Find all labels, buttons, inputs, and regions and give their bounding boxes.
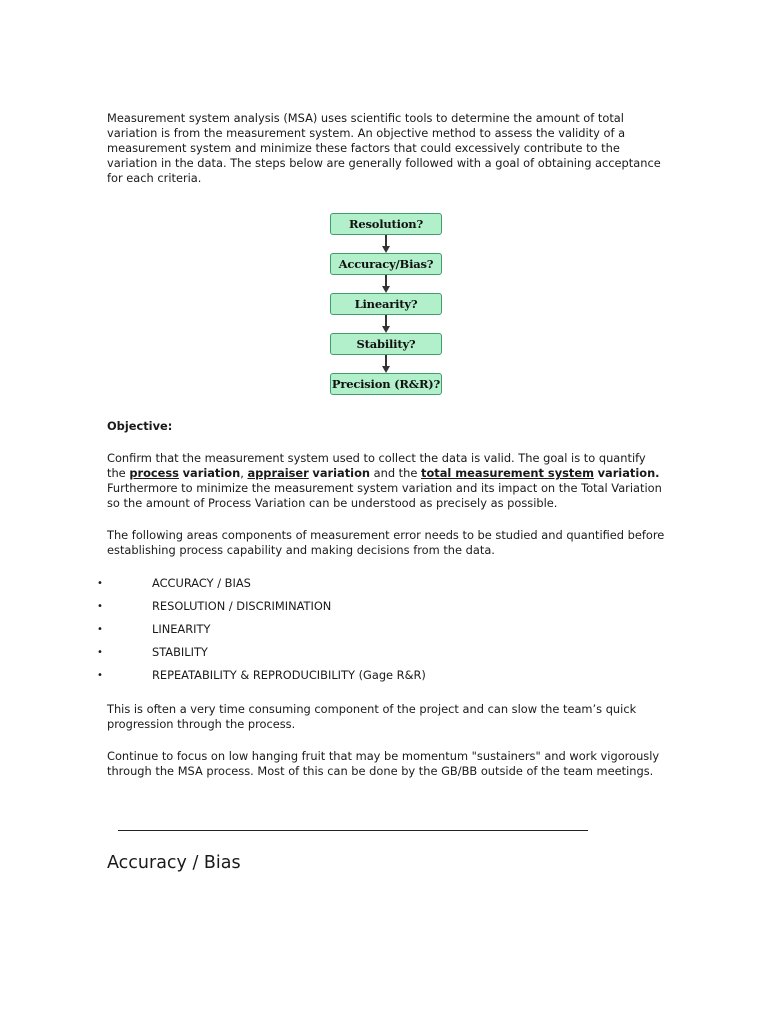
list-item-label: RESOLUTION / DISCRIMINATION bbox=[152, 599, 332, 613]
objective-text-part: Furthermore to minimize the measurement system variation and its impact on the Total Variation so the amount of Process Variation can be understood as precisely as possible. bbox=[107, 481, 662, 510]
section-heading: Accuracy / Bias bbox=[107, 853, 241, 873]
bullet-icon: • bbox=[97, 670, 103, 681]
flow-arrow-down-icon bbox=[330, 275, 442, 293]
objective-text-part: Confirm that the measurement system used to collect the data is valid. The goal is to quantify the bbox=[107, 451, 646, 480]
flow-step-resolution: Resolution? bbox=[330, 213, 442, 235]
bullet-icon: • bbox=[97, 624, 103, 635]
list-item-label: STABILITY bbox=[152, 645, 208, 659]
list-item bbox=[97, 576, 667, 599]
bullet-icon: • bbox=[97, 647, 103, 658]
term-process: process bbox=[129, 466, 179, 480]
flow-arrow-down-icon bbox=[330, 315, 442, 333]
document-body bbox=[97, 108, 667, 779]
objective-text-part: , bbox=[240, 466, 248, 480]
flow-step-accuracy-bias: Accuracy/Bias? bbox=[330, 253, 442, 275]
intro-paragraph: Measurement system analysis (MSA) uses scientific tools to determine the amount of total variation is from the measurement system. An objective method to assess the validity of a measurement system and minimize these factors that could excessively contribute to the variation in the data. The steps below are generally followed with a goal of obtaining acceptance for each criteria. bbox=[107, 111, 661, 185]
areas-paragraph: The following areas components of measurement error needs to be studied and quantified before establishing process capability and making decisions from the data. bbox=[107, 528, 665, 557]
term-variation: variation. bbox=[597, 466, 660, 480]
term-total-measurement-system: total measurement system bbox=[421, 466, 594, 480]
flow-step-stability: Stability? bbox=[330, 333, 442, 355]
consuming-paragraph: This is often a very time consuming component of the project and can slow the team’s quick progression through the process. bbox=[107, 702, 637, 731]
flow-arrow-down-icon bbox=[330, 235, 442, 253]
flow-step-linearity: Linearity? bbox=[330, 293, 442, 315]
flow-step-precision-rr: Precision (R&R)? bbox=[330, 373, 442, 395]
flow-arrow-down-icon bbox=[330, 355, 442, 373]
term-appraiser: appraiser bbox=[247, 466, 309, 480]
objective-paragraph bbox=[107, 451, 667, 511]
list-item bbox=[97, 668, 667, 691]
objective-heading: Objective: bbox=[107, 419, 173, 433]
list-item-label: ACCURACY / BIAS bbox=[152, 576, 251, 590]
horizontal-divider bbox=[118, 830, 588, 831]
bullet-icon: • bbox=[97, 601, 103, 612]
term-variation: variation bbox=[182, 466, 241, 480]
measurement-error-list bbox=[97, 576, 667, 691]
bullet-icon: • bbox=[97, 578, 103, 589]
list-item bbox=[97, 645, 667, 668]
term-variation: variation bbox=[312, 466, 371, 480]
list-item bbox=[97, 622, 667, 645]
list-item bbox=[97, 599, 667, 622]
list-item-label: LINEARITY bbox=[152, 622, 211, 636]
objective-text-part: and the bbox=[370, 466, 422, 480]
list-item-label: REPEATABILITY & REPRODUCIBILITY (Gage R&R) bbox=[152, 668, 426, 682]
msa-flowchart bbox=[330, 213, 442, 395]
continue-paragraph: Continue to focus on low hanging fruit that may be momentum "sustainers" and work vigorously through the MSA process. Most of this can be done by the GB/BB outside of the team meetings. bbox=[107, 749, 660, 778]
